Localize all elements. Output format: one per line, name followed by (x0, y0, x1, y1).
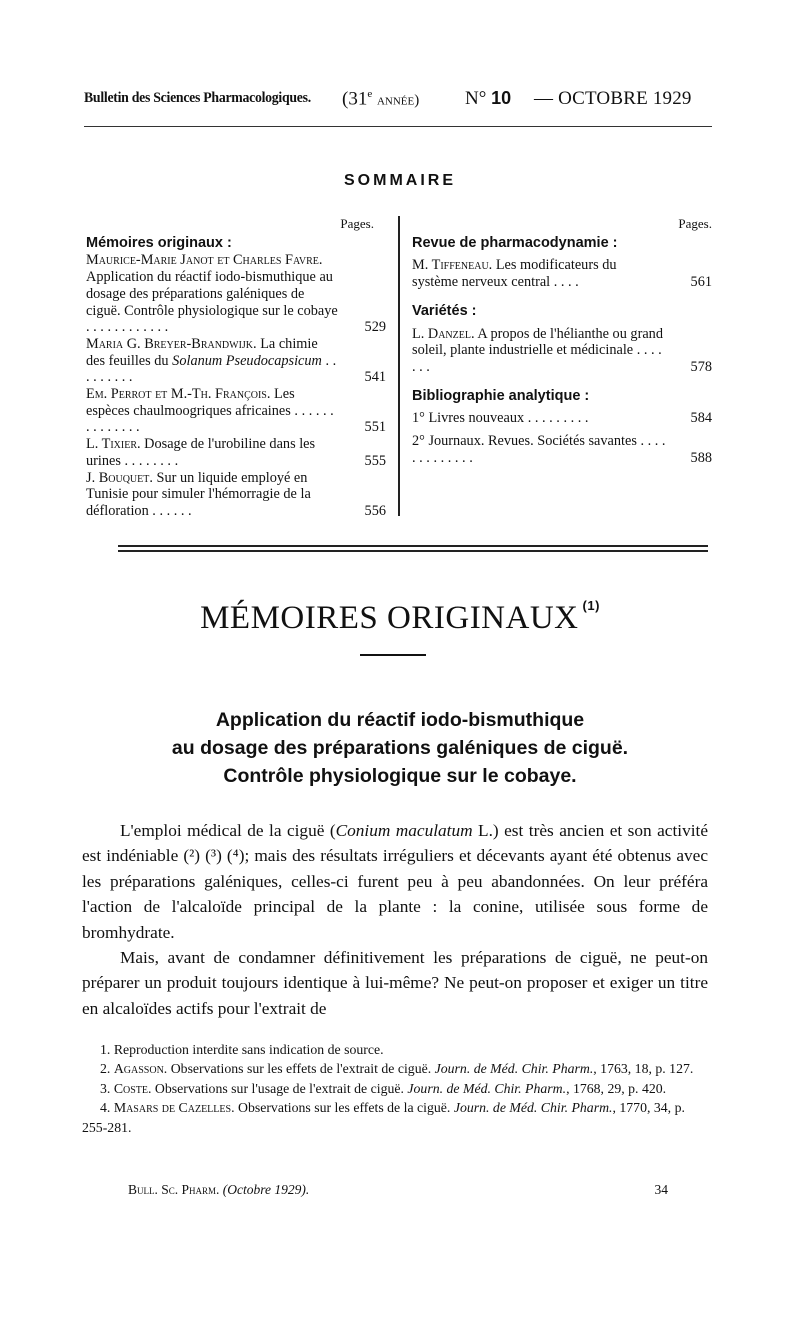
toc-page: 584 (690, 410, 712, 427)
article-title-line: au dosage des préparations galéniques de ciguë. (171, 737, 629, 759)
pages-label: Pages. (678, 216, 712, 231)
section-title: MÉMOIRES ORIGINAUX $^{(1)}$ (200, 598, 600, 636)
section-note: (1) (582, 598, 600, 613)
toc-page: 578 (690, 358, 712, 375)
article-title-line: Contrôle physiologique sur le cobaye. (223, 765, 577, 787)
toc-page: 541 (364, 369, 386, 386)
toc-authors: Maria G. Breyer-Brandwijk. (86, 335, 257, 352)
toc-left-column (86, 216, 386, 520)
toc-entry: M. Tiffeneau. Les modificateurs du système nerveux central . . . . 561 (412, 257, 712, 291)
year-label: (31e année) (342, 88, 420, 110)
running-header (84, 88, 714, 114)
toc-text: Les espèces chaulmoogriques africaines (86, 386, 295, 419)
toc-entry: L. Tixier. Dosage de l'urobiline dans les urines . . . . . . . . 555 (86, 436, 386, 469)
toc-page: 561 (690, 274, 712, 291)
issue-date: — OCTOBRE 1929 (534, 88, 692, 109)
toc-divider (398, 216, 400, 516)
toc-text: A propos de l'hélianthe ou grand soleil, plante industrielle et médicinale (412, 325, 663, 359)
page-number: 34 (654, 1182, 668, 1197)
toc-italic: Solanum Pseudocapsicum (172, 352, 322, 369)
toc-entry: 2° Journaux. Revues. Sociétés savantes . . . . . . . . . . . . . 588 (412, 433, 712, 466)
toc-section-title: Revue de pharmacodynamie : (412, 234, 618, 251)
toc-text: La chimie des feuilles du (86, 335, 318, 369)
footnote: 1. Reproduction interdite sans indication de source. (100, 1042, 384, 1057)
toc-authors: M. Tiffeneau. (412, 257, 493, 274)
article-body (82, 818, 708, 1021)
toc-authors: Em. Perrot et M.-Th. François. (86, 386, 271, 403)
toc-page: 529 (364, 319, 386, 336)
toc-authors: L. Tixier. (86, 436, 141, 453)
toc-authors: Maurice-Marie Janot et Charles Favre. (86, 252, 323, 269)
toc-text: Sur un liquide employé en Tunisie pour simuler l'hémorragie de la défloration (86, 469, 311, 519)
issue-number: N° 10 (465, 88, 512, 109)
footnotes (82, 1040, 708, 1137)
toc-entry: Em. Perrot et M.-Th. François. Les espèces chaulmoogriques africaines . . . . . . . . . . . . . . 551 (86, 386, 386, 436)
header-rule (84, 126, 712, 127)
sommaire-title: SOMMAIRE (344, 172, 456, 189)
footnote: 3. Coste. Observations sur l'usage de l'extrait de ciguë. Journ. de Méd. Chir. Pharm., 1768, 29, p. 420. (100, 1080, 667, 1096)
toc-text: Les modificateurs du système nerveux central (412, 257, 617, 291)
article-title-line: Application du réactif iodo-bismuthique (215, 709, 585, 731)
toc-entry: 1° Livres nouveaux . . . . . . . . . 584 (412, 410, 712, 427)
toc-page: 551 (364, 419, 386, 436)
toc-entry: J. Bouquet. Sur un liquide employé en Tunisie pour simuler l'hémorragie de la défloration . . . . . . 556 (86, 469, 386, 519)
toc-text: Application du réactif iodo-bismuthique au dosage des préparations galéniques de ciguë. Contrôle physiologique sur le cobaye (86, 269, 338, 319)
toc-section-title: Bibliographie analytique : (412, 387, 590, 404)
double-rule-top (118, 545, 708, 547)
footer-journal: Bull. Sc. Pharm. (Octobre 1929). (128, 1182, 310, 1197)
toc-entry: L. Danzel. A propos de l'hélianthe ou grand soleil, plante industrielle et médicinale . . . . . . . 578 (412, 325, 712, 375)
toc-page: 556 (364, 502, 386, 519)
toc-text: Dosage de l'urobiline dans les urines (86, 436, 316, 469)
body-paragraph: Mais, avant de condamner définitivement les préparations de ciguë, ne peut-on préparer un produit toujours identique à lui-même? Ne peut-on proposer et exiger un titre en alcaloïdes actifs pour l'extrait de (82, 948, 708, 1018)
double-rule-bottom (118, 550, 708, 552)
toc-entry: Maurice-Marie Janot et Charles Favre. Application du réactif iodo-bismuthique au dosage des préparations galéniques de ciguë. Contrôle physiologique sur le cobaye . . . . . . . . . . . . 529 (86, 252, 386, 336)
body-paragraph: L'emploi médical de la ciguë (Conium maculatum L.) est très ancien et son activité est indéniable (²) (³) (⁴); mais des résultats irréguliers et décevants ayant été obtenus avec les préparations galéniques, celles-ci furent peu à peu abandonnées. On leur préféra l'action de l'alcaloïde principal de la plante : la conine, utilisée sous forme de bromhydrate. (82, 821, 708, 942)
toc-section-title: Mémoires originaux : (86, 234, 232, 251)
footnote: 2. Agasson. Observations sur les effets de l'extrait de ciguë. Journ. de Méd. Chir. Pharm., 1763, 18, p. 127. (100, 1061, 694, 1077)
toc-authors: J. Bouquet. (86, 469, 153, 486)
toc-entry: Maria G. Breyer-Brandwijk. La chimie des feuilles du Solanum Pseudocapsicum . . . . . . . . . 541 (86, 335, 386, 386)
toc-page: 588 (690, 449, 712, 466)
toc-authors: L. Danzel. (412, 325, 475, 342)
toc-right-column (412, 216, 712, 466)
journal-name: Bulletin des Sciences Pharmacologiques. (84, 90, 311, 106)
toc-text: 2° Journaux. Revues. Sociétés savantes (412, 433, 637, 450)
toc-page: 555 (364, 452, 386, 469)
title-rule (360, 654, 426, 656)
toc-text: 1° Livres nouveaux (412, 410, 525, 427)
article-title (100, 706, 700, 790)
footnote: 4. Masars de Cazelles. Observations sur les effets de la ciguë. Journ. de Méd. Chir. Pharm., 1770, 34, p. 255-281. (82, 1100, 685, 1135)
toc-section-title: Variétés : (412, 302, 477, 319)
pages-label: Pages. (340, 216, 374, 231)
